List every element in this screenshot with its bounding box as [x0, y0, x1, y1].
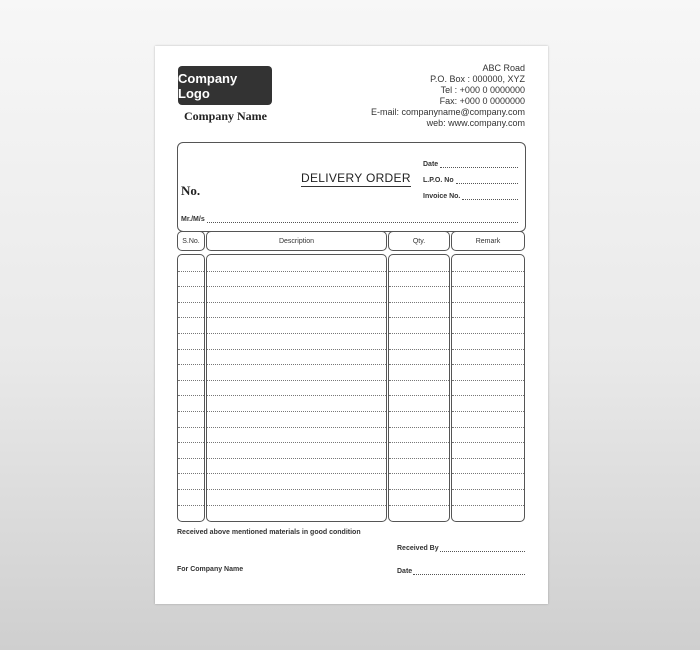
received-by-field[interactable] [397, 544, 525, 552]
invoice-field[interactable] [423, 192, 518, 200]
table-rule-line [207, 505, 386, 506]
table-rule-line [207, 489, 386, 490]
address-line: Fax: +000 0 0000000 [439, 96, 525, 106]
customer-name-field[interactable] [181, 215, 518, 223]
for-company-label: For Company Name [177, 566, 244, 573]
table-rule-line [452, 458, 524, 459]
table-rule-line [207, 458, 386, 459]
table-rule-line [178, 411, 204, 412]
form-title: DELIVERY ORDER [301, 171, 411, 185]
table-rule-line [207, 395, 386, 396]
column-description[interactable] [206, 254, 387, 522]
table-rule-line [452, 349, 524, 350]
address-line: P.O. Box : 000000, XYZ [430, 74, 525, 84]
table-rule-line [207, 411, 386, 412]
column-remark[interactable] [451, 254, 525, 522]
footer-date-field[interactable] [397, 567, 525, 575]
company-address [371, 63, 525, 129]
table-rule-line [452, 333, 524, 334]
order-header-box [177, 142, 526, 232]
table-rule-line [452, 317, 524, 318]
delivery-order-sheet [155, 46, 548, 604]
table-rule-line [452, 395, 524, 396]
table-rule-line [178, 427, 204, 428]
table-rule-line [178, 302, 204, 303]
date-label: Date [423, 161, 439, 168]
received-by-label: Received By [397, 545, 439, 552]
table-rule-line [178, 489, 204, 490]
table-rule-line [389, 302, 449, 303]
company-logo: Company Logo [178, 66, 272, 105]
lpo-field[interactable] [423, 176, 518, 184]
address-line: ABC Road [482, 63, 525, 73]
column-qty[interactable] [388, 254, 450, 522]
column-header-remark: Remark [451, 231, 525, 251]
table-rule-line [207, 271, 386, 272]
table-rule-line [207, 380, 386, 381]
table-rule-line [207, 442, 386, 443]
table-rule-line [207, 364, 386, 365]
table-rule-line [389, 364, 449, 365]
table-rule-line [178, 458, 204, 459]
address-line: Tel : +000 0 0000000 [440, 85, 525, 95]
table-rule-line [452, 411, 524, 412]
column-header-qty: Qty. [388, 231, 450, 251]
table-rule-line [389, 286, 449, 287]
address-line: web: www.company.com [426, 118, 525, 128]
table-rule-line [207, 349, 386, 350]
table-rule-line [389, 427, 449, 428]
customer-name-label: Mr./M/s [181, 216, 205, 223]
table-rule-line [389, 505, 449, 506]
table-rule-line [178, 333, 204, 334]
table-rule-line [389, 333, 449, 334]
lpo-label: L.P.O. No [423, 177, 454, 184]
table-rule-line [389, 489, 449, 490]
table-rule-line [178, 271, 204, 272]
table-rule-line [207, 473, 386, 474]
table-rule-line [452, 286, 524, 287]
table-rule-line [207, 286, 386, 287]
table-rule-line [389, 442, 449, 443]
table-rule-line [207, 302, 386, 303]
table-rule-line [178, 317, 204, 318]
table-rule-line [178, 395, 204, 396]
table-rule-line [389, 458, 449, 459]
table-rule-line [389, 473, 449, 474]
table-rule-line [178, 364, 204, 365]
table-rule-line [178, 380, 204, 381]
table-rule-line [452, 442, 524, 443]
table-rule-line [452, 302, 524, 303]
table-rule-line [207, 333, 386, 334]
table-rule-line [207, 317, 386, 318]
column-sno[interactable] [177, 254, 205, 522]
column-header-description: Description [206, 231, 387, 251]
table-rule-line [389, 380, 449, 381]
table-rule-line [452, 505, 524, 506]
table-rule-line [178, 473, 204, 474]
table-rule-line [452, 427, 524, 428]
table-rule-line [178, 349, 204, 350]
date-field[interactable] [423, 160, 518, 168]
table-rule-line [178, 286, 204, 287]
order-number-label: No. [181, 183, 201, 198]
table-rule-line [452, 489, 524, 490]
table-rule-line [452, 380, 524, 381]
table-rule-line [389, 349, 449, 350]
table-rule-line [207, 427, 386, 428]
footer-date-label: Date [397, 568, 413, 575]
table-rule-line [389, 395, 449, 396]
table-rule-line [452, 473, 524, 474]
table-rule-line [389, 271, 449, 272]
table-rule-line [389, 411, 449, 412]
address-line: E-mail: companyname@company.com [370, 107, 525, 117]
table-rule-line [452, 364, 524, 365]
invoice-label: Invoice No. [423, 193, 461, 200]
column-header-sno: S.No. [177, 231, 205, 251]
table-rule-line [389, 317, 449, 318]
received-note: Received above mentioned materials in good condition [177, 529, 361, 536]
table-rule-line [178, 505, 204, 506]
table-rule-line [452, 271, 524, 272]
company-name: Company Name [184, 109, 267, 123]
table-rule-line [178, 442, 204, 443]
